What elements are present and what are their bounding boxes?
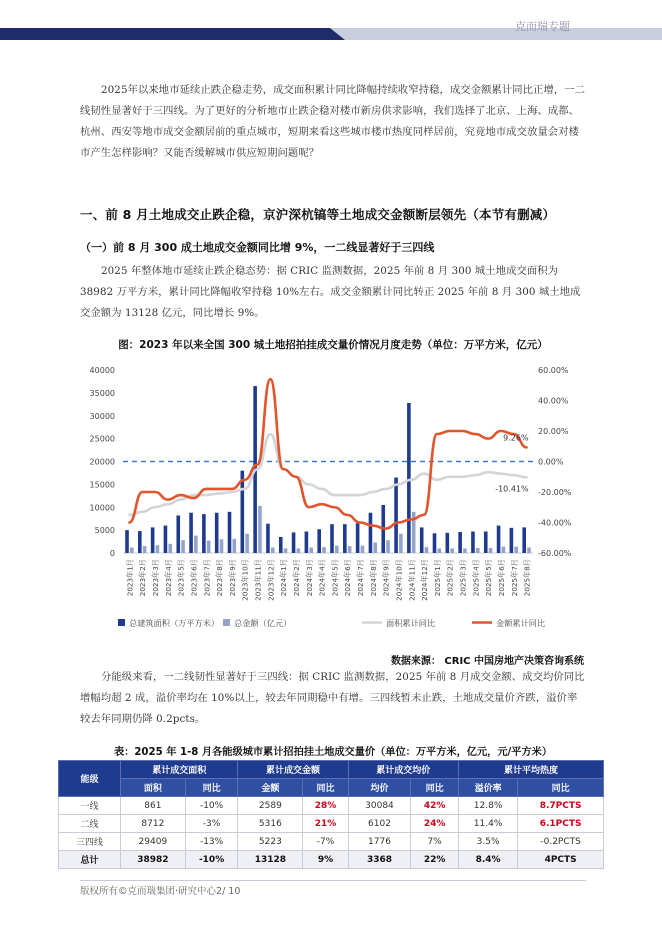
x-tick-label: 2025年4月: [471, 559, 481, 597]
y-right-tick-label: 20.00%: [538, 427, 569, 436]
bar-amount: [284, 548, 288, 553]
footer-copyright: 版权所有©克而瑞集团·研究中心2/ 10: [80, 886, 241, 897]
y-right-tick-label: 0.00%: [538, 457, 564, 467]
bar-amount: [425, 547, 429, 553]
x-tick-label: 2025年7月: [509, 559, 519, 597]
cell: 11.4%: [458, 815, 517, 833]
bar-amount: [476, 548, 480, 553]
bar-amount: [207, 541, 211, 553]
table-title: 表：2025 年 1-8 月各能级城市累计招拍挂土地成交量价（单位：万平方米，亿元，元/平方米）: [113, 747, 553, 758]
col-level-header: 能级: [59, 761, 121, 797]
y-left-tick-label: 15000: [89, 480, 115, 490]
bar-area: [394, 478, 398, 553]
y-right-tick-label: -60.00%: [538, 549, 572, 558]
bar-amount: [489, 548, 493, 553]
cell-highlight: 42%: [411, 797, 459, 815]
cell: -0.2PCTS: [518, 833, 604, 851]
bar-amount: [527, 548, 531, 553]
bar-area: [522, 527, 526, 553]
sub-header: 溢价率: [458, 779, 517, 797]
table-row: [59, 815, 604, 833]
x-tick-label: 2023年2月: [138, 559, 148, 597]
sub-header: 金额: [238, 779, 303, 797]
bar-area: [266, 524, 270, 553]
y-right-tick-label: -20.00%: [538, 488, 572, 497]
x-tick-label: 2024年3月: [304, 559, 314, 597]
bar-amount: [258, 506, 262, 553]
legend-label: 总建筑面积（万平方米）: [129, 618, 220, 628]
bar-area: [497, 526, 501, 553]
bar-amount: [143, 546, 147, 553]
bar-amount: [373, 542, 377, 553]
bar-amount: [348, 546, 352, 553]
bar-amount: [168, 544, 172, 553]
x-tick-label: 2024年12月: [420, 559, 430, 601]
cell-highlight: 24%: [411, 815, 459, 833]
cell: -3%: [185, 815, 238, 833]
bar-area: [305, 531, 309, 553]
tier-transaction-table: [58, 760, 604, 869]
x-tick-label: 2025年5月: [484, 559, 494, 597]
cell: 12.8%: [458, 797, 517, 815]
bar-amount: [181, 540, 185, 553]
y-left-tick-label: 0: [109, 549, 115, 558]
sub-header: 同比: [185, 779, 238, 797]
cell: -7%: [303, 833, 348, 851]
legend-label: 总金额（亿元）: [234, 618, 292, 628]
bar-amount: [194, 536, 198, 553]
x-tick-label: 2023年12月: [266, 559, 276, 601]
cell: -10%: [185, 797, 238, 815]
bar-area: [125, 530, 129, 553]
cell: 5316: [238, 815, 303, 833]
bar-amount: [386, 540, 390, 553]
bar-amount: [220, 539, 224, 553]
cell-highlight: 6.1PCTS: [518, 815, 604, 833]
bar-area: [215, 513, 219, 553]
cell-highlight: 28%: [303, 797, 348, 815]
cell: 8.4%: [458, 851, 517, 869]
y-right-tick-label: -40.00%: [538, 518, 572, 528]
y-left-tick-label: 10000: [89, 503, 115, 513]
bar-area: [458, 532, 462, 553]
x-tick-label: 2023年8月: [215, 559, 225, 597]
x-tick-label: 2024年1月: [279, 559, 289, 597]
section-heading: 一、前 8 月土地成交止跌企稳，京沪深杭镐等土地成交金额断层领先（本节有删减）: [80, 207, 556, 222]
cell: 3.5%: [458, 833, 517, 851]
bar-amount: [233, 539, 237, 553]
bar-area: [471, 531, 475, 553]
bar-area: [510, 528, 514, 553]
bar-amount: [450, 548, 454, 553]
x-tick-label: 2024年7月: [356, 559, 366, 597]
cell-level: 二线: [59, 815, 121, 833]
bar-amount: [463, 548, 467, 553]
x-tick-label: 2024年4月: [317, 559, 327, 597]
sub-header: 同比: [303, 779, 348, 797]
bar-area: [433, 533, 437, 553]
bar-area: [164, 526, 168, 553]
x-tick-label: 2024年9月: [381, 559, 391, 597]
x-tick-label: 2023年3月: [151, 559, 161, 597]
legend-label: 金额累计同比: [496, 618, 546, 628]
x-tick-label: 2023年1月: [125, 559, 135, 597]
bar-area: [292, 532, 296, 553]
x-tick-label: 2023年6月: [189, 559, 199, 597]
cell: -13%: [185, 833, 238, 851]
y-right-tick-label: 40.00%: [538, 396, 569, 406]
y-right-tick-label: 60.00%: [538, 366, 569, 375]
x-tick-label: 2025年1月: [432, 559, 442, 597]
legend-swatch: [223, 619, 230, 626]
bar-amount: [514, 547, 518, 553]
bar-amount: [502, 547, 506, 553]
group-area-header: 累计成交面积: [121, 761, 238, 779]
bar-amount: [271, 548, 275, 553]
x-tick-label: 2023年7月: [202, 559, 212, 597]
group-price-header: 累计成交均价: [348, 761, 458, 779]
bar-area: [420, 527, 424, 553]
bar-area: [369, 513, 373, 553]
table-row-total: [59, 851, 604, 869]
group-amount-header: 累计成交金额: [238, 761, 348, 779]
group-heat-header: 累计平均热度: [458, 761, 603, 779]
bar-amount: [322, 547, 326, 553]
section-paragraph-1: 2025 年整体地市延续止跌企稳态势：据 CRIC 监测数据，2025 年前 8 月 300 城土地成交面积为 38982 万平方米，累计同比降幅收窄持稳 10%左右。成交金额累计同比转正 2025 年前 8 月 300 城土地成交金额为 13128 亿元，同比增长 9%。: [80, 265, 581, 319]
cell-level: 三四线: [59, 833, 121, 851]
cell: 22%: [411, 851, 459, 869]
annotation-amount-yoy: 9.26%: [503, 433, 529, 443]
x-tick-label: 2024年8月: [368, 559, 378, 597]
series-line-amount-yoy: [129, 379, 526, 528]
bar-area: [446, 533, 450, 553]
section-paragraph-2: 分能级来看，一二线韧性显著好于三四线：据 CRIC 监测数据，2025 年前 8 月成交金额、成交均价同比增幅均超 2 成，溢价率均在 10%以上，较去年同期稳中有增。三四线暂未止跌，土地成交量价齐跌，溢价率较去年同期仍降 0.2pcts。: [80, 671, 585, 725]
series-line-area-yoy: [129, 434, 526, 515]
cell-highlight: 8.7PCTS: [518, 797, 604, 815]
cell: 3368: [348, 851, 411, 869]
cell-highlight: 9%: [303, 851, 348, 869]
bar-area: [138, 531, 142, 553]
x-tick-label: 2025年3月: [458, 559, 468, 597]
bar-area: [202, 514, 206, 553]
y-left-tick-label: 25000: [89, 434, 115, 444]
bar-area: [317, 529, 321, 553]
bar-amount: [156, 545, 160, 553]
cell: 8712: [121, 815, 186, 833]
y-left-tick-label: 40000: [89, 366, 115, 375]
x-tick-label: 2025年2月: [445, 559, 455, 597]
x-tick-label: 2024年6月: [343, 559, 353, 597]
bar-area: [484, 531, 488, 553]
x-tick-label: 2024年2月: [291, 559, 301, 597]
intro-paragraph: 2025年以来地市延续止跌企稳走势，成交面积累计同比降幅持续收窄持稳，成交金额累计同比正增，一二线韧性显著好于三四线。为了更好的分析地市止跌企稳对楼市新房供求影响，我们选择了北京、上海、成都、杭州、西安等地市成交金额居前的重点城市，短期来看这些城市楼市热度同样居前，究竟地市成交放量会对楼市产生怎样影响？又能否缓解城市供应短期问题呢？: [80, 84, 586, 159]
bar-amount: [399, 534, 403, 553]
sub-header: 面积: [121, 779, 186, 797]
cell: 861: [121, 797, 186, 815]
bar-amount: [361, 546, 365, 553]
cell: -10%: [185, 851, 238, 869]
header-title: 克而瑞专题: [515, 20, 570, 33]
cell: 30084: [348, 797, 411, 815]
bar-amount: [309, 548, 313, 553]
bar-area: [330, 524, 334, 553]
cell-highlight: 21%: [303, 815, 348, 833]
bar-amount: [297, 548, 301, 553]
bar-area: [356, 523, 360, 553]
y-left-tick-label: 20000: [89, 457, 115, 467]
monthly-land-transaction-chart: [78, 360, 588, 645]
bar-amount: [130, 548, 134, 553]
x-tick-label: 2023年10月: [240, 559, 250, 601]
x-tick-label: 2024年11月: [407, 559, 417, 601]
figure-title: 图：2023 年以来全国 300 城土地招拍挂成交量价情况月度走势（单位：万平方米，亿元）: [118, 339, 548, 351]
cell: 4PCTS: [518, 851, 604, 869]
x-tick-label: 2025年8月: [522, 559, 532, 597]
cell-level: 一线: [59, 797, 121, 815]
cell: 5223: [238, 833, 303, 851]
x-tick-label: 2024年5月: [330, 559, 340, 597]
x-tick-label: 2023年4月: [163, 559, 173, 597]
data-source: 数据来源： CRIC 中国房地产决策咨询系统: [390, 656, 584, 667]
x-tick-label: 2025年6月: [496, 559, 506, 597]
table-row: [59, 833, 604, 851]
x-tick-label: 2023年5月: [176, 559, 186, 597]
cell: 38982: [121, 851, 186, 869]
x-tick-label: 2023年9月: [227, 559, 237, 597]
subsection-heading: （一）前 8 月 300 成土地成交金额同比增 9%，一二线显著好于三四线: [80, 241, 435, 254]
cell: 13128: [238, 851, 303, 869]
x-tick-label: 2023年11月: [253, 559, 263, 601]
bar-amount: [335, 546, 339, 553]
cell: 29409: [121, 833, 186, 851]
legend-swatch: [118, 619, 125, 626]
legend-label: 面积累计同比: [386, 618, 436, 628]
y-left-tick-label: 5000: [94, 526, 115, 536]
bar-area: [176, 515, 180, 553]
bar-area: [279, 537, 283, 553]
cell: 2589: [238, 797, 303, 815]
x-tick-label: 2024年10月: [394, 559, 404, 601]
table-row: [59, 797, 604, 815]
bar-area: [343, 524, 347, 553]
bar-area: [151, 527, 155, 553]
cell: 6102: [348, 815, 411, 833]
cell: 1776: [348, 833, 411, 851]
cell: 7%: [411, 833, 459, 851]
bar-area: [228, 512, 232, 553]
footer-divider: [80, 880, 586, 881]
sub-header: 同比: [411, 779, 459, 797]
bar-area: [407, 403, 411, 553]
bar-area: [189, 513, 193, 553]
bar-amount: [438, 548, 442, 553]
annotation-area-yoy: -10.41%: [495, 484, 529, 494]
cell-level: 总计: [59, 851, 121, 869]
bar-amount: [245, 534, 249, 553]
sub-header: 同比: [518, 779, 604, 797]
y-left-tick-label: 35000: [89, 388, 115, 398]
y-left-tick-label: 30000: [89, 411, 115, 421]
sub-header: 均价: [348, 779, 411, 797]
